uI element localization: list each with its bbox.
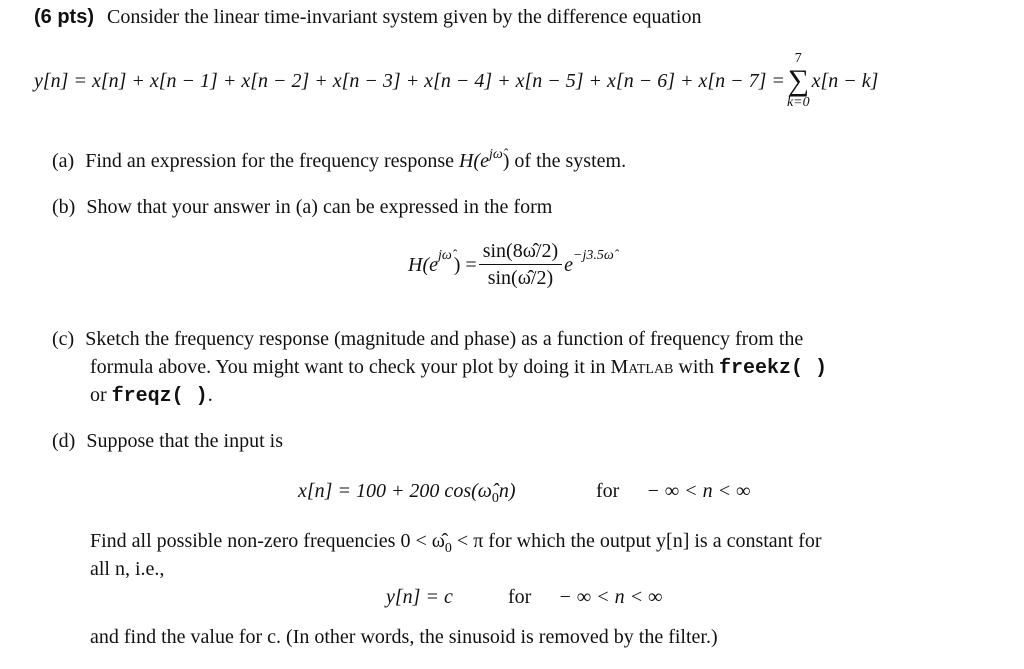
part-c-line3b: . [207,384,213,406]
sum-term: x[n − k] [811,69,879,92]
part-b-close: ) = [453,253,477,276]
input-equation [298,480,516,506]
part-b-H: H(e [408,253,438,276]
output-equation [386,586,453,609]
part-c-line3a: or [90,384,107,406]
part-d [52,430,283,453]
part-c-line3 [90,384,213,408]
part-b-sup: jω̂ [437,248,452,263]
part-d-all-n [90,558,164,581]
find-a: Find all possible non-zero frequencies 0 < ω̂ [90,530,445,552]
code-freekz: freekz( ) [718,357,827,380]
input-sub: 0 [491,491,499,506]
points-label: (6 pts) [34,6,94,28]
difference-equation [34,52,878,110]
output-range [508,586,662,609]
part-a-H: H(e [458,150,489,172]
sum-lower-limit: k=0 [786,95,810,110]
part-c-line2b: with [678,356,714,378]
for-1: for [596,480,620,502]
input-range [596,480,750,503]
part-b-formula [408,240,614,290]
out-eq: y[n] = c [386,586,453,608]
part-b [52,196,552,219]
part-d-find [90,530,822,556]
fraction-numerator: sin(8ω̂/2) [479,240,562,265]
fraction-denominator: sin(ω̂/2) [487,267,554,289]
part-a-sup: jω̂ [488,147,503,162]
last-line: and find the value for c. (In other words, the sinusoid is removed by the filter.) [90,626,718,648]
part-a-label: (a) [52,150,75,172]
part-d-text: Suppose that the input is [86,430,283,452]
part-c-line2a: formula above. You might want to check your plot by doing it in [90,356,606,378]
find-sub: 0 [444,541,452,556]
equation-lhs: y[n] = x[n] + x[n − 1] + x[n − 2] + x[n − 3] + x[n − 4] + x[n − 5] + x[n − 6] + x[n − 7] = [34,69,785,92]
part-c [52,328,803,351]
part-b-fraction [479,240,562,290]
for-2: for [508,586,532,608]
input-close: n) [498,480,516,502]
find-b: < π for which the output y[n] is a constant for [456,530,822,552]
sigma-symbol: ∑ [787,64,809,97]
exp-base: e [564,253,573,276]
input-eq: x[n] = 100 + 200 cos(ω̂ [298,480,492,502]
part-c-line2 [90,356,827,380]
part-a-pre: Find an expression for the frequency response [85,150,454,172]
part-c-label: (c) [52,328,75,350]
range-2: − ∞ < n < ∞ [558,586,663,608]
part-d-label: (d) [52,430,76,452]
problem-header [34,6,701,29]
part-c-line1: Sketch the frequency response (magnitude and phase) as a function of frequency from the [85,328,804,350]
part-a [52,147,627,173]
exp-sup: −j3.5ω̂ [573,248,614,263]
part-b-label: (b) [52,196,76,218]
summation [787,52,810,110]
intro-text: Consider the linear time-invariant system given by the difference equation [107,6,702,28]
part-b-text: Show that your answer in (a) can be expressed in the form [86,196,553,218]
part-a-post: of the system. [514,150,627,172]
part-a-close: ) [502,150,510,172]
part-d-last [90,626,718,649]
sum-upper-limit: 7 [794,51,802,66]
all-n: all n, i.e., [90,558,165,580]
matlab-text: Matlab [610,356,674,378]
range-1: − ∞ < n < ∞ [646,480,751,502]
code-freqz: freqz( ) [111,385,208,408]
